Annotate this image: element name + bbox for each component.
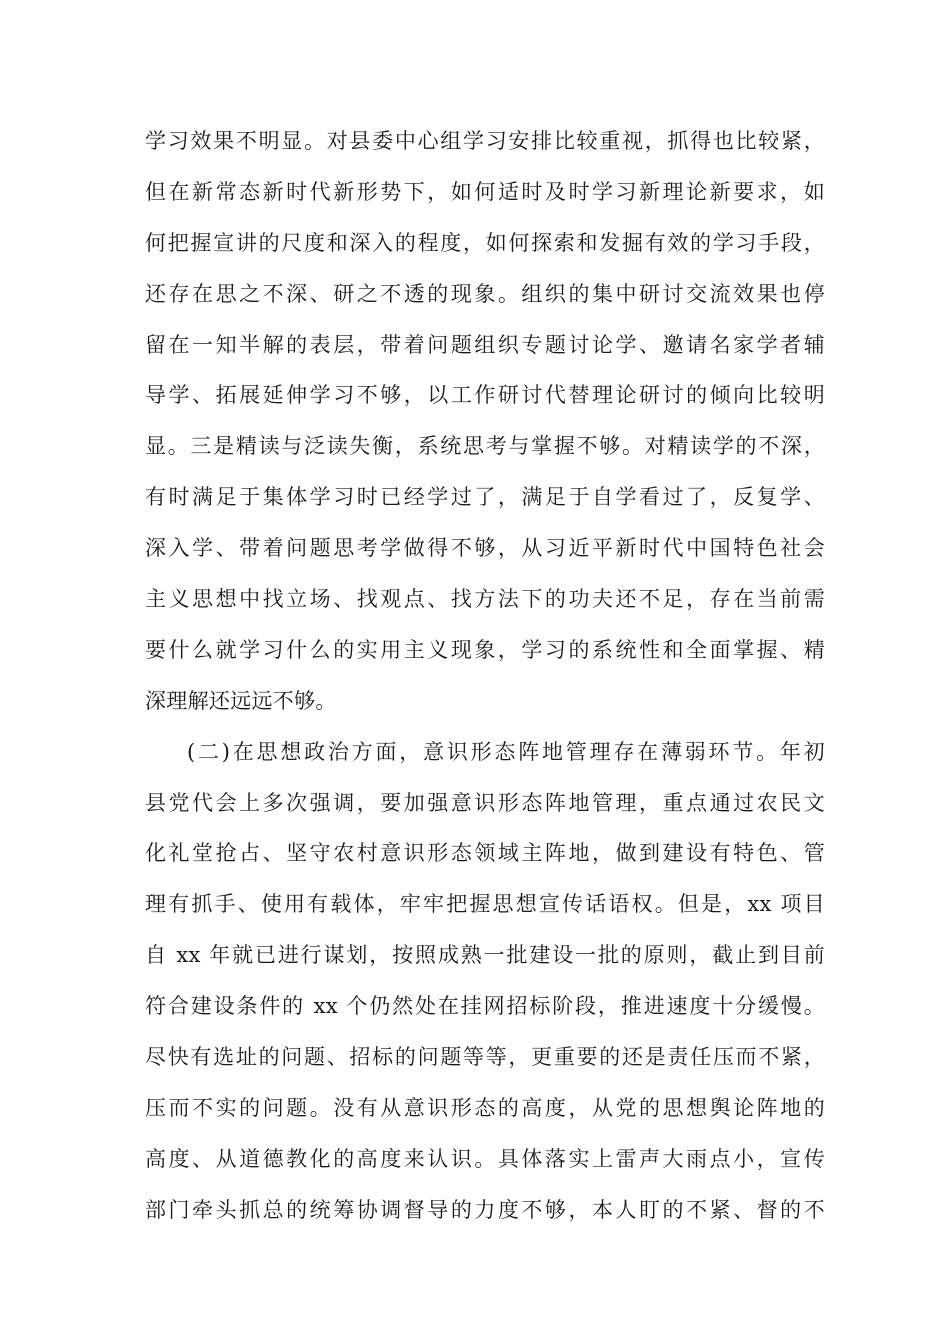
text-line: 显。三是精读与泛读失衡，系统思考与掌握不够。对精读学的不深， (145, 434, 825, 459)
text-line: 理有抓手、使用有载体，牢牢把握思想宣传话语权。但是，xx 项目 (145, 892, 825, 917)
text-line: 还存在思之不深、研之不透的现象。组织的集中研讨交流效果也停 (145, 281, 825, 306)
text-line: 部门牵头抓总的统筹协调督导的力度不够，本人盯的不紧、督的不 (145, 1197, 825, 1222)
text-line: 县党代会上多次强调，要加强意识形态阵地管理，重点通过农民文 (145, 790, 825, 815)
text-line: 尽快有选址的问题、招标的问题等等，更重要的还是责任压而不紧， (145, 1045, 825, 1070)
text-line: 留在一知半解的表层，带着问题组织专题讨论学、邀请名家学者辅 (145, 332, 825, 357)
text-line: 压而不实的问题。没有从意识形态的高度，从党的思想舆论阵地的 (145, 1095, 825, 1120)
text-line: 但在新常态新时代新形势下，如何适时及时学习新理论新要求，如 (145, 179, 825, 204)
text-line: 自 xx 年就已进行谋划，按照成熟一批建设一批的原则，截止到目前 (145, 943, 825, 968)
paragraph-2 (145, 727, 825, 1236)
body-text (145, 116, 825, 1236)
text-line: 要什么就学习什么的实用主义现象，学习的系统性和全面掌握、精 (145, 637, 825, 662)
text-line: 高度、从道德教化的高度来认识。具体落实上雷声大雨点小，宣传 (145, 1146, 825, 1171)
text-line: 导学、拓展延伸学习不够，以工作研讨代替理论研讨的倾向比较明 (145, 383, 825, 408)
text-line: (二)在思想政治方面，意识形态阵地管理存在薄弱环节。年初 (187, 739, 825, 764)
text-line: 化礼堂抢占、坚守农村意识形态领域主阵地，做到建设有特色、管 (145, 841, 825, 866)
text-line: 主义思想中找立场、找观点、找方法下的功夫还不足，存在当前需 (145, 587, 825, 612)
text-line: 何把握宣讲的尺度和深入的程度，如何探索和发掘有效的学习手段， (145, 230, 825, 255)
text-line: 符合建设条件的 xx 个仍然处在挂网招标阶段，推进速度十分缓慢。 (145, 994, 825, 1019)
text-line: 有时满足于集体学习时已经学过了，满足于自学看过了，反复学、 (145, 485, 825, 510)
text-line: 深入学、带着问题思考学做得不够，从习近平新时代中国特色社会 (145, 536, 825, 561)
text-line: 学习效果不明显。对县委中心组学习安排比较重视，抓得也比较紧， (145, 129, 825, 153)
text-line: 深理解还远远不够。 (145, 688, 337, 713)
paragraph-1 (145, 116, 825, 727)
